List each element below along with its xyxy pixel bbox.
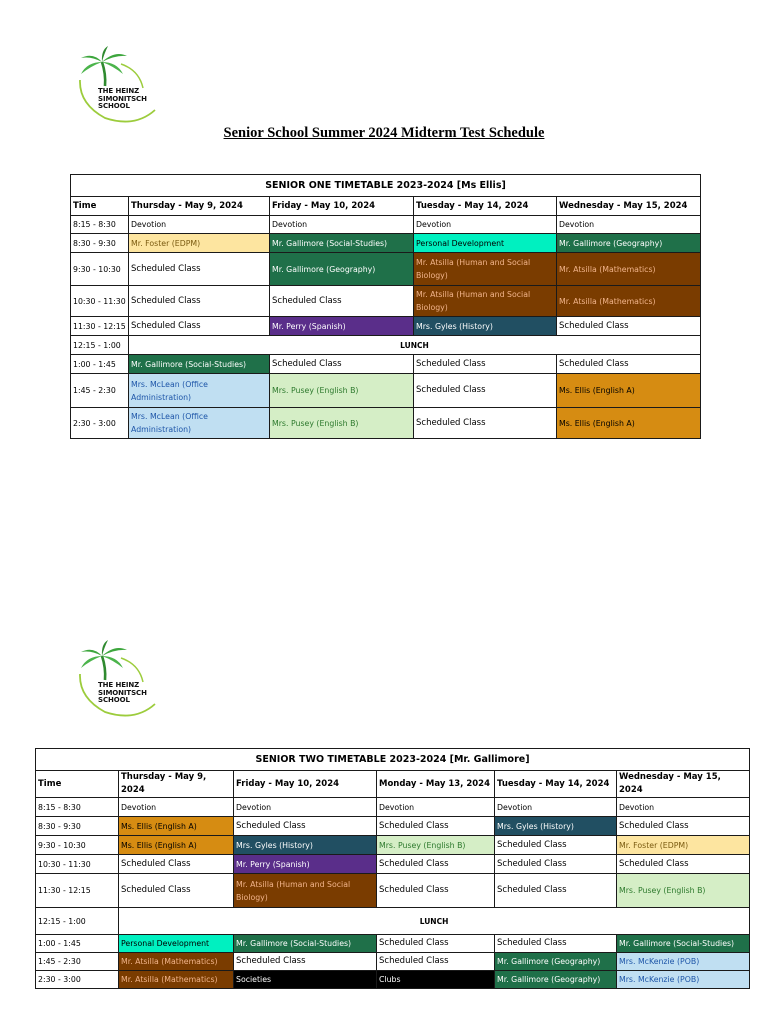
table-row — [36, 953, 750, 971]
time-cell: 8:15 - 8:30 — [71, 216, 129, 234]
schedule-cell: Mrs. Pusey (English B) — [377, 836, 495, 855]
logo-line-2: SIMONITSCH — [98, 94, 147, 103]
time-cell: 8:15 - 8:30 — [36, 798, 119, 817]
table-row — [36, 836, 750, 855]
schedule-cell: Mrs. Pusey (English B) — [617, 874, 750, 908]
table-row — [36, 935, 750, 953]
logo-line-1: THE HEINZ — [98, 681, 140, 689]
schedule-cell: Societies — [234, 971, 377, 989]
time-cell: 9:30 - 10:30 — [36, 836, 119, 855]
palm-tree-icon — [75, 638, 161, 718]
school-logo — [75, 44, 161, 124]
schedule-cell: Ms. Ellis (English A) — [557, 374, 701, 408]
schedule-cell: Mrs. Gyles (History) — [234, 836, 377, 855]
schedule-cell: Mrs. McKenzie (POB) — [617, 953, 750, 971]
schedule-cell: Mr. Gallimore (Geography) — [495, 971, 617, 989]
schedule-cell: Scheduled Class — [377, 817, 495, 836]
time-cell: 1:45 - 2:30 — [36, 953, 119, 971]
table-row — [71, 253, 701, 286]
schedule-cell: Scheduled Class — [617, 855, 750, 874]
schedule-cell: Scheduled Class — [557, 317, 701, 336]
logo-line-3: SCHOOL — [98, 102, 130, 110]
schedule-cell: Scheduled Class — [234, 817, 377, 836]
schedule-cell: Scheduled Class — [495, 935, 617, 953]
schedule-cell: Devotion — [234, 798, 377, 817]
schedule-cell: Devotion — [119, 798, 234, 817]
schedule-cell: Clubs — [377, 971, 495, 989]
schedule-cell: Scheduled Class — [377, 953, 495, 971]
time-cell: 8:30 - 9:30 — [36, 817, 119, 836]
schedule-cell: Mrs. Pusey (English B) — [270, 374, 414, 408]
schedule-cell: Mrs. McLean (Office Administration) — [129, 408, 270, 439]
header-day: Tuesday - May 14, 2024 — [495, 771, 617, 798]
table-row — [71, 355, 701, 374]
schedule-cell: Mr. Gallimore (Geography) — [495, 953, 617, 971]
schedule-cell: Mr. Atsilla (Human and Social Biology) — [414, 253, 557, 286]
time-cell: 1:45 - 2:30 — [71, 374, 129, 408]
schedule-cell: Ms. Ellis (English A) — [119, 817, 234, 836]
header-time: Time — [71, 197, 129, 216]
schedule-cell: Mr. Gallimore (Social-Studies) — [617, 935, 750, 953]
schedule-cell: Scheduled Class — [119, 855, 234, 874]
time-cell: 11:30 - 12:15 — [71, 317, 129, 336]
table-row — [36, 855, 750, 874]
table-row — [36, 971, 750, 989]
senior-one-timetable — [70, 174, 701, 439]
schedule-cell: Scheduled Class — [119, 874, 234, 908]
header-day: Thursday - May 9, 2024 — [129, 197, 270, 216]
schedule-cell: Scheduled Class — [414, 408, 557, 439]
table-row — [36, 908, 750, 935]
schedule-cell: Scheduled Class — [495, 855, 617, 874]
schedule-cell: Mr. Atsilla (Mathematics) — [557, 286, 701, 317]
schedule-cell: Ms. Ellis (English A) — [557, 408, 701, 439]
time-cell: 12:15 - 1:00 — [71, 336, 129, 355]
schedule-cell: Devotion — [557, 216, 701, 234]
table-row — [71, 374, 701, 408]
table-row — [71, 408, 701, 439]
time-cell: 10:30 - 11:30 — [71, 286, 129, 317]
schedule-cell: Devotion — [270, 216, 414, 234]
schedule-cell: Mr. Atsilla (Human and Social Biology) — [414, 286, 557, 317]
schedule-cell: Scheduled Class — [414, 355, 557, 374]
schedule-cell: Scheduled Class — [557, 355, 701, 374]
logo-line-3: SCHOOL — [98, 696, 130, 704]
schedule-cell: Mrs. Pusey (English B) — [270, 408, 414, 439]
schedule-cell: Mr. Atsilla (Mathematics) — [119, 953, 234, 971]
table-row — [71, 234, 701, 253]
table-row — [36, 817, 750, 836]
schedule-cell: Ms. Ellis (English A) — [119, 836, 234, 855]
table-row — [71, 286, 701, 317]
schedule-cell: Scheduled Class — [129, 253, 270, 286]
schedule-cell: Scheduled Class — [414, 374, 557, 408]
schedule-cell: Scheduled Class — [129, 286, 270, 317]
schedule-cell: Devotion — [414, 216, 557, 234]
schedule-cell: Scheduled Class — [377, 935, 495, 953]
schedule-cell: Mrs. McKenzie (POB) — [617, 971, 750, 989]
time-cell: 2:30 - 3:00 — [71, 408, 129, 439]
schedule-cell: Mrs. Gyles (History) — [414, 317, 557, 336]
lunch-cell: LUNCH — [129, 336, 701, 355]
schedule-cell: Mr. Perry (Spanish) — [270, 317, 414, 336]
table-row — [36, 798, 750, 817]
schedule-cell: Scheduled Class — [234, 953, 377, 971]
school-logo — [75, 638, 161, 718]
schedule-cell: Mr. Gallimore (Geography) — [557, 234, 701, 253]
schedule-cell: Scheduled Class — [129, 317, 270, 336]
schedule-cell: Devotion — [495, 798, 617, 817]
header-day: Thursday - May 9, 2024 — [119, 771, 234, 798]
schedule-cell: Personal Development — [119, 935, 234, 953]
schedule-cell: Mr. Gallimore (Social-Studies) — [234, 935, 377, 953]
document-title: Senior School Summer 2024 Midterm Test Schedule — [223, 125, 545, 141]
header-day: Monday - May 13, 2024 — [377, 771, 495, 798]
header-day: Wednesday - May 15, 2024 — [617, 771, 750, 798]
time-cell: 1:00 - 1:45 — [36, 935, 119, 953]
schedule-cell: Mr. Perry (Spanish) — [234, 855, 377, 874]
schedule-cell: Devotion — [377, 798, 495, 817]
header-day: Tuesday - May 14, 2024 — [414, 197, 557, 216]
schedule-cell: Scheduled Class — [377, 874, 495, 908]
table-title: SENIOR TWO TIMETABLE 2023-2024 [Mr. Gallimore] — [36, 749, 750, 771]
schedule-cell: Mr. Atsilla (Mathematics) — [119, 971, 234, 989]
time-cell: 8:30 - 9:30 — [71, 234, 129, 253]
lunch-cell: LUNCH — [119, 908, 750, 935]
schedule-cell: Personal Development — [414, 234, 557, 253]
table-row — [36, 874, 750, 908]
senior-two-timetable — [35, 748, 750, 989]
logo-line-1: THE HEINZ — [98, 87, 140, 95]
header-day: Wednesday - May 15, 2024 — [557, 197, 701, 216]
schedule-cell: Mr. Gallimore (Social-Studies) — [270, 234, 414, 253]
schedule-cell: Mr. Foster (EDPM) — [129, 234, 270, 253]
schedule-cell: Devotion — [129, 216, 270, 234]
schedule-cell: Scheduled Class — [495, 836, 617, 855]
time-cell: 1:00 - 1:45 — [71, 355, 129, 374]
schedule-cell: Mrs. Gyles (History) — [495, 817, 617, 836]
schedule-cell: Scheduled Class — [270, 286, 414, 317]
table-row — [71, 216, 701, 234]
table-row — [71, 336, 701, 355]
time-cell: 11:30 - 12:15 — [36, 874, 119, 908]
palm-tree-icon — [75, 44, 161, 124]
header-day: Friday - May 10, 2024 — [270, 197, 414, 216]
schedule-cell: Scheduled Class — [617, 817, 750, 836]
schedule-cell: Mr. Gallimore (Geography) — [270, 253, 414, 286]
schedule-cell: Mr. Atsilla (Human and Social Biology) — [234, 874, 377, 908]
header-day: Friday - May 10, 2024 — [234, 771, 377, 798]
time-cell: 9:30 - 10:30 — [71, 253, 129, 286]
schedule-cell: Mr. Atsilla (Mathematics) — [557, 253, 701, 286]
schedule-cell: Mrs. McLean (Office Administration) — [129, 374, 270, 408]
header-time: Time — [36, 771, 119, 798]
time-cell: 12:15 - 1:00 — [36, 908, 119, 935]
time-cell: 2:30 - 3:00 — [36, 971, 119, 989]
schedule-cell: Mr. Gallimore (Social-Studies) — [129, 355, 270, 374]
schedule-cell: Scheduled Class — [495, 874, 617, 908]
logo-line-2: SIMONITSCH — [98, 688, 147, 697]
schedule-cell: Devotion — [617, 798, 750, 817]
schedule-cell: Scheduled Class — [270, 355, 414, 374]
table-title: SENIOR ONE TIMETABLE 2023-2024 [Ms Ellis] — [71, 175, 701, 197]
schedule-cell: Mr. Foster (EDPM) — [617, 836, 750, 855]
schedule-cell: Scheduled Class — [377, 855, 495, 874]
time-cell: 10:30 - 11:30 — [36, 855, 119, 874]
table-row — [71, 317, 701, 336]
